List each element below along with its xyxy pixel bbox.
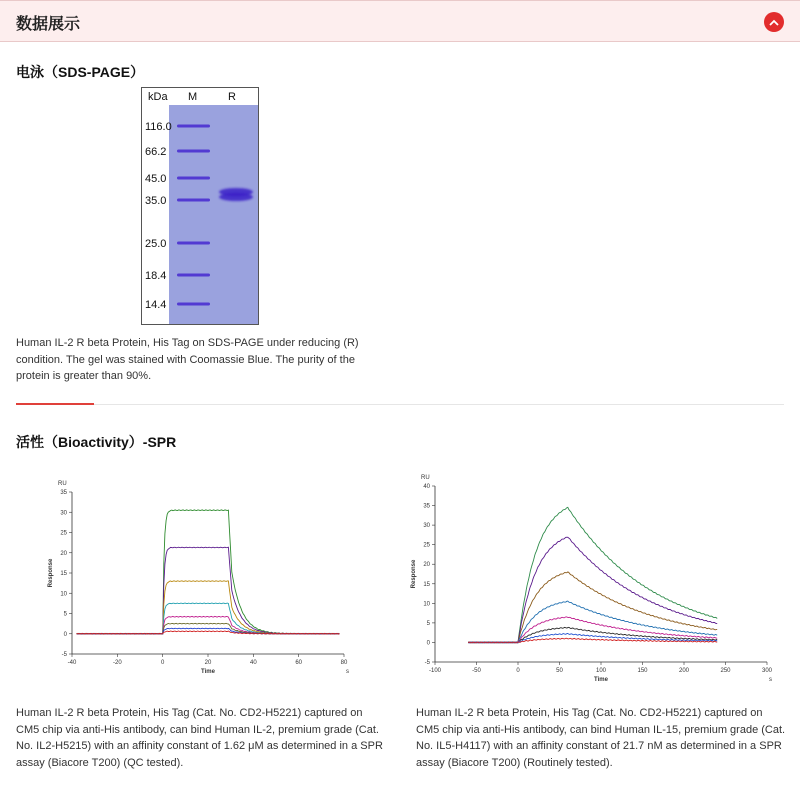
gel-header-kda: kDa [148, 91, 168, 103]
bioactivity-title: 活性（Bioactivity）-SPR [16, 434, 177, 450]
y-tick-label: -5 [424, 660, 430, 666]
y-tick-label: 15 [423, 581, 430, 588]
y-tick-label: 20 [60, 550, 67, 557]
x-axis-label: Time [594, 677, 608, 683]
y-tick-label: 30 [60, 510, 67, 517]
x-tick-label: 0 [516, 668, 520, 674]
spr-chart-1-caption: Human IL-2 R beta Protein, His Tag (Cat. No. CD2-H5221) captured on CM5 chip via anti-His antibody, can bind Human IL-2, premium grade (Cat. No. IL2-H5215) with an affinity constant of 1.62 μM as determined in a SPR assay (Biacore T200) (QC tested). [16, 707, 383, 769]
x-tick-label: 80 [340, 660, 348, 666]
sensorgram-curve [77, 547, 340, 634]
x-tick-label: -20 [112, 660, 122, 666]
y-axis-label: Response [411, 559, 417, 589]
gel-marker-band [177, 150, 210, 153]
gel-sample-band [219, 188, 253, 201]
sensorgram-curve [77, 510, 340, 634]
gel-header-reduced: R [228, 91, 236, 103]
sds-page-gel-image [141, 87, 259, 325]
sds-page-caption: Human IL-2 R beta Protein, His Tag on SDS-PAGE under reducing (R) condition. The gel was stained with Coomassie Blue. The purity of the protein is greater than 90%. [16, 337, 359, 382]
spr-chart-1 [30, 472, 360, 682]
y-tick-label: 35 [423, 503, 430, 510]
x-tick-label: 20 [204, 660, 212, 666]
gel-marker-label: 25.0 [145, 238, 167, 250]
gel-header-marker: M [188, 91, 198, 103]
y-tick-label: 30 [423, 523, 430, 530]
gel-lane-area [169, 105, 258, 324]
x-tick-label: 150 [637, 668, 648, 674]
y-tick-label: 15 [60, 571, 67, 577]
y-tick-label: 40 [423, 484, 430, 490]
gel-marker-band [177, 199, 210, 202]
gel-marker-label: 14.4 [145, 299, 167, 311]
section-divider [16, 404, 784, 405]
section-divider-accent [16, 403, 94, 405]
y-tick-label: -5 [61, 652, 67, 658]
x-tick-label: -100 [428, 668, 442, 674]
gel-marker-band [177, 303, 210, 306]
sensorgram-curve [468, 572, 717, 643]
y-tick-label: 25 [60, 530, 67, 537]
gel-marker-band [177, 242, 210, 245]
x-tick-label: 100 [595, 668, 607, 674]
section-header [0, 0, 800, 42]
gel-marker-band [177, 125, 210, 128]
gel-marker-label: 45.0 [145, 173, 167, 185]
y-axis-label: Response [48, 558, 54, 588]
spr-chart-2-caption: Human IL-2 R beta Protein, His Tag (Cat. No. CD2-H5221) captured on CM5 chip via anti-His antibody, can bind Human IL-15, premium grade (Cat. No. IL5-H4117) with an affinity constant of 21.7 nM as determined in a SPR assay (Biacore T200) (Routinely tested). [416, 707, 786, 769]
collapse-button[interactable] [764, 12, 784, 32]
x-tick-label: -50 [472, 668, 481, 674]
gel-marker-label: 18.4 [145, 270, 167, 282]
y-tick-label: 10 [60, 591, 67, 598]
x-axis-label: Time [201, 669, 215, 675]
y-tick-label: 0 [426, 640, 430, 647]
gel-marker-label: 35.0 [145, 195, 167, 207]
x-tick-label: 250 [720, 668, 731, 674]
sds-page-title: 电泳（SDS-PAGE） [16, 64, 145, 80]
sensorgram-curve [468, 537, 717, 643]
spr-chart-2 [405, 466, 790, 686]
gel-marker-label: 66.2 [145, 146, 167, 158]
y-tick-label: 25 [423, 542, 430, 549]
sensorgram-curve [77, 603, 340, 634]
x-unit-label: s [769, 677, 772, 683]
x-tick-label: 200 [678, 668, 690, 674]
y-tick-label: 5 [63, 611, 67, 618]
gel-marker-band [177, 177, 210, 180]
x-unit-label: s [346, 669, 349, 675]
gel-marker-band [177, 274, 210, 277]
y-tick-label: 35 [60, 490, 67, 496]
y-tick-label: 0 [63, 631, 67, 638]
x-tick-label: -40 [67, 660, 77, 666]
chevron-up-icon [769, 19, 779, 26]
sensorgram-curve [468, 627, 717, 643]
x-tick-label: 60 [295, 660, 303, 666]
y-unit-label: RU [421, 475, 430, 481]
x-tick-label: 40 [249, 660, 257, 666]
x-tick-label: 300 [761, 668, 773, 674]
y-unit-label: RU [58, 481, 67, 487]
sensorgram-curve [77, 581, 340, 634]
gel-marker-label: 116.0 [145, 121, 172, 133]
y-tick-label: 10 [423, 601, 430, 608]
y-tick-label: 20 [423, 562, 430, 569]
sensorgram-curve [468, 507, 717, 643]
x-tick-label: 0 [160, 660, 165, 666]
sensorgram-curve [77, 631, 340, 634]
x-tick-label: 50 [556, 668, 563, 674]
section-header-title: 数据展示 [16, 16, 81, 33]
y-tick-label: 5 [426, 620, 430, 627]
